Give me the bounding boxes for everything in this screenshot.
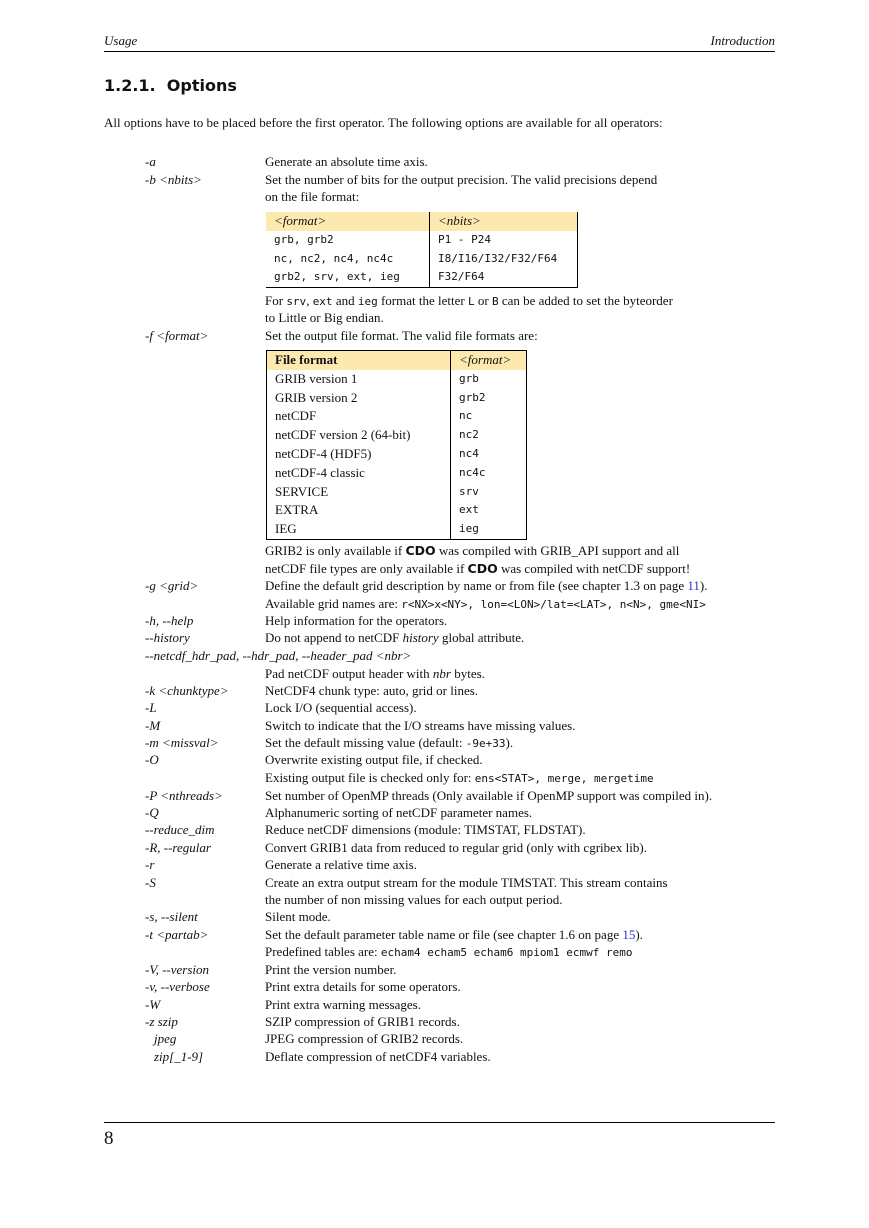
option-L-desc: Lock I/O (sequential access).	[265, 700, 417, 715]
page-link[interactable]: 11	[687, 578, 700, 593]
text-fragment: Pad netCDF output header with	[265, 666, 433, 681]
running-header-left: Usage	[104, 33, 138, 48]
table-cell: ext	[459, 503, 479, 517]
text-fragment: was compiled with GRIB_API support and all	[435, 543, 680, 558]
option-V-desc: Print the version number.	[265, 962, 397, 977]
table-cell: I8/I16/I32/F32/F64	[438, 251, 558, 265]
table-row	[267, 483, 527, 502]
option-P: -P <nthreads>	[145, 788, 223, 803]
table-header-file-format: File format	[267, 351, 451, 370]
option-g-desc	[265, 578, 707, 594]
table-header-format: <format>	[266, 212, 430, 231]
option-h-desc: Help information for the operators.	[265, 613, 448, 628]
format-table	[266, 350, 527, 540]
table-header-format: <format>	[451, 351, 527, 370]
page-number: 8	[104, 1128, 114, 1149]
option-h: -h, --help	[145, 613, 194, 628]
text-fragment: Set the default missing value (default:	[265, 735, 466, 750]
option-s: -s, --silent	[145, 909, 198, 924]
option-f-desc: Set the output file format. The valid file formats are:	[265, 328, 538, 343]
code-ieg: ieg	[357, 295, 378, 308]
table-cell: ieg	[459, 522, 479, 536]
page-link[interactable]: 15	[622, 927, 636, 942]
option-W-desc: Print extra warning messages.	[265, 997, 421, 1012]
option-r: -r	[145, 857, 155, 872]
option-t: -t <partab>	[145, 927, 209, 942]
option-reduce-dim: --reduce_dim	[145, 822, 215, 837]
option-z-desc: SZIP compression of GRIB1 records.	[265, 1014, 460, 1029]
option-a: -a	[145, 154, 156, 169]
option-M-desc: Switch to indicate that the I/O streams have missing values.	[265, 718, 576, 733]
option-z-jpeg-desc: JPEG compression of GRIB2 records.	[265, 1031, 464, 1046]
text-fragment: Available grid names are:	[265, 596, 402, 611]
table-cell: grb2	[459, 390, 486, 404]
option-S-desc: Create an extra output stream for the module TIMSTAT. This stream contains	[265, 875, 668, 890]
text-fragment: Do not append to netCDF	[265, 630, 403, 645]
text-fragment: or	[474, 293, 492, 308]
code-L: L	[467, 295, 475, 308]
code-srv: srv	[286, 295, 307, 308]
code-B: B	[491, 295, 499, 308]
table-row	[267, 520, 527, 539]
text-fragment: ,	[306, 293, 313, 308]
option-O-desc-cont	[265, 770, 654, 786]
byteorder-note-cont: to Little or Big endian.	[265, 310, 384, 325]
text-fragment: ).	[505, 735, 514, 750]
emphasis: nbr	[432, 666, 451, 681]
option-R: -R, --regular	[145, 840, 211, 855]
option-b-desc-cont: on the file format:	[265, 189, 360, 204]
option-O-desc: Overwrite existing output file, if checked.	[265, 752, 483, 767]
section-heading	[104, 76, 237, 95]
table-cell: netCDF-4 classic	[267, 464, 451, 483]
option-S: -S	[145, 875, 156, 890]
table-cell: netCDF	[267, 407, 451, 426]
option-v: -v, --verbose	[145, 979, 210, 994]
option-reduce-dim-desc: Reduce netCDF dimensions (module: TIMSTAT, FLDSTAT).	[265, 822, 586, 837]
table-cell: EXTRA	[267, 501, 451, 520]
table-row	[267, 389, 527, 408]
intro-paragraph: All options have to be placed before the first operator. The following options are available for all operators:	[104, 115, 663, 130]
cdo-name: CDO	[467, 561, 498, 576]
text-fragment: Set the default parameter table name or file (see chapter 1.6 on page	[265, 927, 623, 942]
cdo-name: CDO	[405, 543, 436, 558]
text-fragment: bytes.	[450, 666, 485, 681]
text-fragment: ).	[635, 927, 643, 942]
option-r-desc: Generate a relative time axis.	[265, 857, 417, 872]
option-b: -b <nbits>	[145, 172, 202, 187]
section-title: Options	[166, 76, 237, 95]
code-ext: ext	[312, 295, 333, 308]
option-M: -M	[145, 718, 161, 733]
option-t-tables	[265, 944, 633, 960]
header-rule	[104, 51, 775, 52]
option-z-jpeg: jpeg	[154, 1031, 177, 1046]
option-Q-desc: Alphanumeric sorting of netCDF parameter names.	[265, 805, 533, 820]
option-k-desc: NetCDF4 chunk type: auto, grid or lines.	[265, 683, 479, 698]
table-cell: F32/F64	[438, 270, 485, 284]
option-z-zip-desc: Deflate compression of netCDF4 variables.	[265, 1049, 491, 1064]
table-cell: nc4c	[459, 465, 486, 479]
byteorder-note	[265, 293, 673, 309]
option-f: -f <format>	[145, 328, 209, 343]
nbits-table	[266, 212, 578, 288]
text-fragment: Existing output file is checked only for:	[265, 770, 475, 785]
missval-default: -9e+33	[465, 737, 506, 750]
table-cell: SERVICE	[267, 483, 451, 502]
text-fragment: can be added to set the byteorder	[498, 293, 673, 308]
option-O: -O	[145, 752, 159, 767]
text-fragment: netCDF file types are only available if	[265, 561, 468, 576]
table-cell: nc2	[459, 428, 479, 442]
table-cell: netCDF version 2 (64-bit)	[267, 426, 451, 445]
table-cell: GRIB version 2	[267, 389, 451, 408]
option-t-desc	[265, 927, 643, 943]
text-fragment: format the letter	[377, 293, 468, 308]
option-m-desc	[265, 735, 513, 751]
table-row	[267, 445, 527, 464]
table-row	[266, 250, 578, 269]
table-header-nbits: <nbits>	[430, 212, 578, 231]
footer-rule	[104, 1122, 775, 1123]
table-cell: srv	[459, 484, 479, 498]
table-row	[267, 501, 527, 520]
option-k: -k <chunktype>	[145, 683, 229, 698]
table-row	[267, 426, 527, 445]
table-cell: grb	[459, 371, 479, 385]
option-R-desc: Convert GRIB1 data from reduced to regular grid (only with cgribex lib).	[265, 840, 647, 855]
text-fragment: Define the default grid description by name or from file (see chapter 1.3 on page	[265, 578, 688, 593]
table-header-row	[267, 351, 527, 370]
option-b-desc: Set the number of bits for the output precision. The valid precisions depend	[265, 172, 658, 187]
table-row	[266, 268, 578, 287]
option-a-desc: Generate an absolute time axis.	[265, 154, 428, 169]
option-P-desc: Set number of OpenMP threads (Only available if OpenMP support was compiled in).	[265, 788, 713, 803]
table-row	[267, 464, 527, 483]
text-fragment: For	[265, 293, 287, 308]
table-cell: grb2, srv, ext, ieg	[266, 268, 430, 287]
table-row	[267, 407, 527, 426]
text-fragment: global attribute.	[438, 630, 525, 645]
option-g-grids	[265, 596, 706, 612]
grib2-note-cont	[265, 561, 690, 577]
option-m: -m <missval>	[145, 735, 219, 750]
table-cell: nc, nc2, nc4, nc4c	[266, 250, 430, 269]
text-fragment: and	[332, 293, 358, 308]
text-fragment: ).	[699, 578, 708, 593]
text-fragment: Predefined tables are:	[265, 944, 381, 959]
option-z-zip: zip[_1-9]	[154, 1049, 204, 1064]
section-number: 1.2.1.	[104, 76, 156, 95]
option-S-desc-cont: the number of non missing values for each output period.	[265, 892, 563, 907]
option-s-desc: Silent mode.	[265, 909, 331, 924]
option-V: -V, --version	[145, 962, 210, 977]
text-fragment: GRIB2 is only available if	[265, 543, 406, 558]
option-history-desc	[265, 630, 524, 646]
option-Q: -Q	[145, 805, 159, 820]
option-history: --history	[145, 630, 190, 645]
table-row	[266, 231, 578, 250]
table-header-row	[266, 212, 578, 231]
option-header-pad-desc	[265, 666, 485, 682]
grid-names: r<NX>x<NY>, lon=<LON>/lat=<LAT>, n<N>, gme<NI>	[401, 598, 706, 611]
table-names: echam4 echam5 echam6 mpiom1 ecmwf remo	[380, 946, 633, 959]
table-cell: IEG	[267, 520, 451, 539]
table-row	[267, 370, 527, 389]
table-cell: GRIB version 1	[267, 370, 451, 389]
operator-list: ens<STAT>, merge, mergetime	[474, 772, 654, 785]
option-header-pad: --netcdf_hdr_pad, --hdr_pad, --header_pad <nbr>	[145, 648, 412, 663]
option-v-desc: Print extra details for some operators.	[265, 979, 461, 994]
text-fragment: was compiled with netCDF support!	[497, 561, 691, 576]
table-cell: nc	[459, 409, 473, 423]
grib2-note	[265, 543, 679, 559]
option-g: -g <grid>	[145, 578, 199, 593]
table-cell: nc4	[459, 446, 479, 460]
table-cell: grb, grb2	[266, 231, 430, 250]
table-cell: netCDF-4 (HDF5)	[267, 445, 451, 464]
option-L: -L	[145, 700, 157, 715]
running-header-right: Introduction	[710, 33, 775, 48]
option-z: -z szip	[145, 1014, 178, 1029]
emphasis: history	[402, 630, 439, 645]
option-W: -W	[145, 997, 161, 1012]
table-cell: P1 - P24	[438, 232, 491, 246]
